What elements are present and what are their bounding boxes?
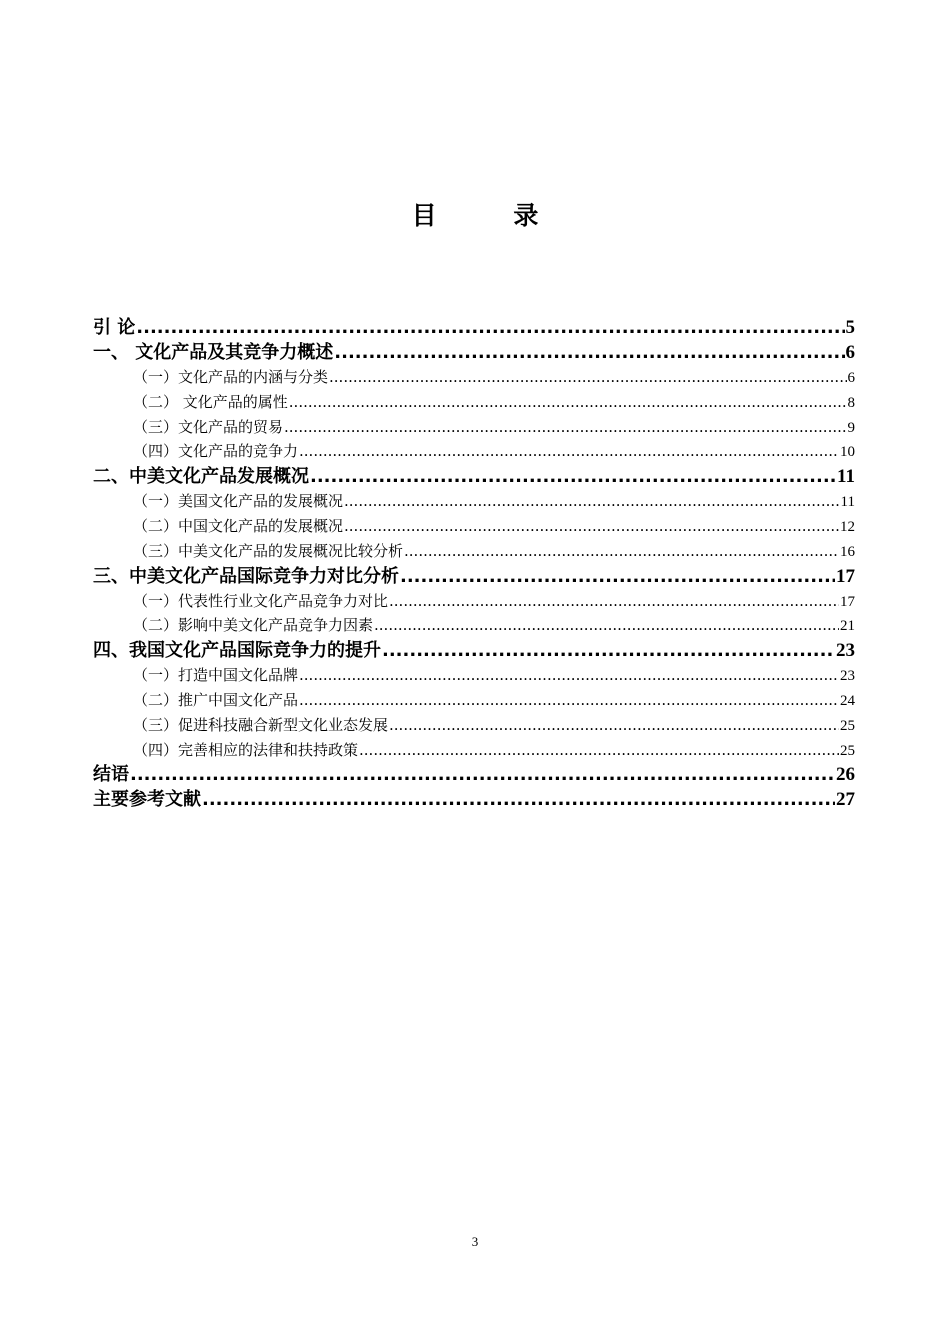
toc-entry-page: 17 bbox=[836, 565, 855, 587]
toc-entry-chapter[interactable] bbox=[93, 315, 855, 340]
toc-entry-page: 5 bbox=[845, 317, 855, 338]
toc-dot-leader bbox=[329, 365, 846, 390]
toc-entry-section[interactable] bbox=[93, 613, 855, 638]
toc-entry-section[interactable] bbox=[93, 688, 855, 713]
toc-dot-leader bbox=[310, 464, 836, 489]
toc-entry-section[interactable] bbox=[93, 539, 855, 564]
toc-entry-page: 26 bbox=[836, 764, 855, 786]
toc-entry-page: 27 bbox=[836, 789, 855, 811]
toc-entry-section[interactable] bbox=[93, 514, 855, 539]
toc-entry-page: 6 bbox=[845, 342, 855, 363]
toc-entry-section[interactable] bbox=[93, 738, 855, 763]
toc-entry-text: （二） 文化产品的属性 bbox=[133, 392, 288, 411]
toc-entry-page: 24 bbox=[840, 692, 855, 709]
page-number: 3 bbox=[471, 1234, 479, 1249]
toc-entry-text: 引 论 bbox=[93, 317, 136, 338]
toc-entry-page: 25 bbox=[840, 717, 855, 734]
toc-entry-text: 一、 文化产品及其竞争力概述 bbox=[93, 342, 334, 363]
toc-entry-page: 12 bbox=[840, 518, 855, 535]
toc-entry-text: （四）完善相应的法律和扶持政策 bbox=[133, 740, 359, 759]
toc-entry-page: 21 bbox=[840, 618, 855, 635]
toc-entry-section[interactable] bbox=[93, 663, 855, 688]
toc-dot-leader bbox=[136, 315, 844, 340]
toc-entry-chapter[interactable] bbox=[93, 762, 855, 787]
toc-dot-leader bbox=[382, 638, 835, 663]
toc-entry-page: 25 bbox=[840, 742, 855, 759]
toc-entry-section[interactable] bbox=[93, 365, 855, 390]
table-of-contents bbox=[93, 315, 855, 812]
toc-dot-leader bbox=[299, 439, 839, 464]
toc-entry-text: 三、中美文化产品国际竞争力对比分析 bbox=[93, 565, 399, 587]
toc-entry-text: （四）文化产品的竞争力 bbox=[133, 442, 299, 461]
toc-entry-section[interactable] bbox=[93, 415, 855, 440]
toc-dot-leader bbox=[404, 539, 839, 564]
toc-entry-chapter[interactable] bbox=[93, 464, 855, 489]
toc-entry-text: （三）促进科技融合新型文化业态发展 bbox=[133, 715, 389, 734]
toc-dot-leader bbox=[400, 564, 835, 589]
toc-dot-leader bbox=[374, 613, 839, 638]
toc-entry-page: 23 bbox=[836, 640, 855, 662]
toc-entry-section[interactable] bbox=[93, 589, 855, 614]
toc-entry-section[interactable] bbox=[93, 489, 855, 514]
toc-dot-leader bbox=[130, 762, 835, 787]
toc-entry-section[interactable] bbox=[93, 713, 855, 738]
toc-dot-leader bbox=[359, 738, 839, 763]
toc-entry-page: 16 bbox=[840, 543, 855, 560]
toc-entry-page: 23 bbox=[840, 668, 855, 685]
toc-entry-text: （一）美国文化产品的发展概况 bbox=[133, 492, 344, 511]
toc-dot-leader bbox=[299, 663, 839, 688]
toc-entry-text: （一）打造中国文化品牌 bbox=[133, 666, 299, 685]
toc-entry-text: （二）推广中国文化产品 bbox=[133, 690, 299, 709]
toc-entry-page: 11 bbox=[837, 466, 855, 488]
toc-dot-leader bbox=[289, 390, 847, 415]
toc-dot-leader bbox=[389, 589, 839, 614]
toc-entry-text: 二、中美文化产品发展概况 bbox=[93, 466, 309, 488]
toc-entry-section[interactable] bbox=[93, 439, 855, 464]
toc-entry-text: （二）影响中美文化产品竞争力因素 bbox=[133, 616, 374, 635]
toc-entry-text: （一）代表性行业文化产品竞争力对比 bbox=[133, 591, 389, 610]
toc-entry-text: （一）文化产品的内涵与分类 bbox=[133, 368, 329, 386]
toc-entry-text: 结语 bbox=[93, 764, 129, 786]
toc-dot-leader bbox=[284, 415, 846, 440]
toc-dot-leader bbox=[334, 340, 844, 365]
toc-entry-text: （三）中美文化产品的发展概况比较分析 bbox=[133, 541, 404, 560]
toc-dot-leader bbox=[299, 688, 839, 713]
toc-dot-leader bbox=[202, 787, 835, 812]
toc-entry-page: 10 bbox=[840, 444, 855, 461]
toc-entry-page: 11 bbox=[840, 494, 855, 511]
toc-entry-page: 9 bbox=[847, 419, 855, 436]
toc-entry-chapter[interactable] bbox=[93, 638, 855, 663]
toc-entry-chapter[interactable] bbox=[93, 564, 855, 589]
toc-dot-leader bbox=[389, 713, 839, 738]
toc-entry-page: 6 bbox=[847, 370, 855, 386]
toc-entry-text: 主要参考文献 bbox=[93, 789, 201, 811]
toc-entry-page: 8 bbox=[847, 394, 855, 411]
toc-entry-text: 四、我国文化产品国际竞争力的提升 bbox=[93, 640, 381, 662]
toc-dot-leader bbox=[344, 514, 839, 539]
toc-entry-section[interactable] bbox=[93, 390, 855, 415]
toc-title: 目 录 bbox=[411, 201, 573, 230]
toc-entry-chapter[interactable] bbox=[93, 340, 855, 365]
toc-entry-text: （三）文化产品的贸易 bbox=[133, 417, 284, 436]
toc-entry-chapter[interactable] bbox=[93, 787, 855, 812]
toc-entry-text: （二）中国文化产品的发展概况 bbox=[133, 516, 344, 535]
toc-entry-page: 17 bbox=[840, 593, 855, 610]
toc-dot-leader bbox=[344, 489, 840, 514]
